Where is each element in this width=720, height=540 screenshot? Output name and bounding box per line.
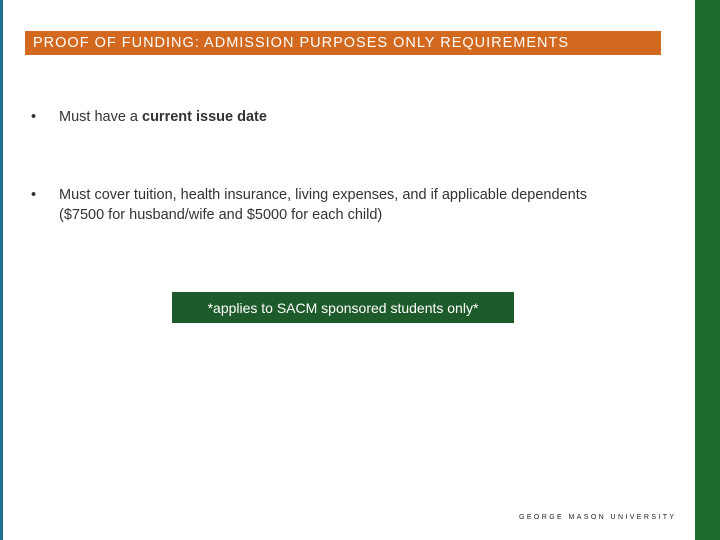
bullet-item-issue-date	[31, 107, 619, 127]
bullet-item-coverage	[31, 185, 619, 225]
footer-university-name: GEORGE MASON UNIVERSITY	[519, 514, 677, 521]
bullet-text-bold: current issue date	[142, 109, 267, 125]
bullet-text: Must cover tuition, health insurance, living expenses, and if applicable dependents ($7500 for husband/wife and $5000 for each child)	[59, 187, 587, 223]
bullet-text	[59, 107, 619, 127]
sacm-note-box	[172, 292, 514, 323]
bullet-marker: •	[31, 187, 37, 203]
left-accent-bar	[0, 0, 3, 540]
slide-title: PROOF OF FUNDING: ADMISSION PURPOSES ONLY REQUIREMENTS	[33, 35, 570, 51]
right-accent-bar	[695, 0, 720, 540]
bullet-text-plain: Must have a	[59, 109, 143, 125]
bullet-marker: •	[31, 109, 37, 125]
sacm-note-text: *applies to SACM sponsored students only*	[207, 299, 479, 316]
title-banner	[25, 31, 661, 55]
